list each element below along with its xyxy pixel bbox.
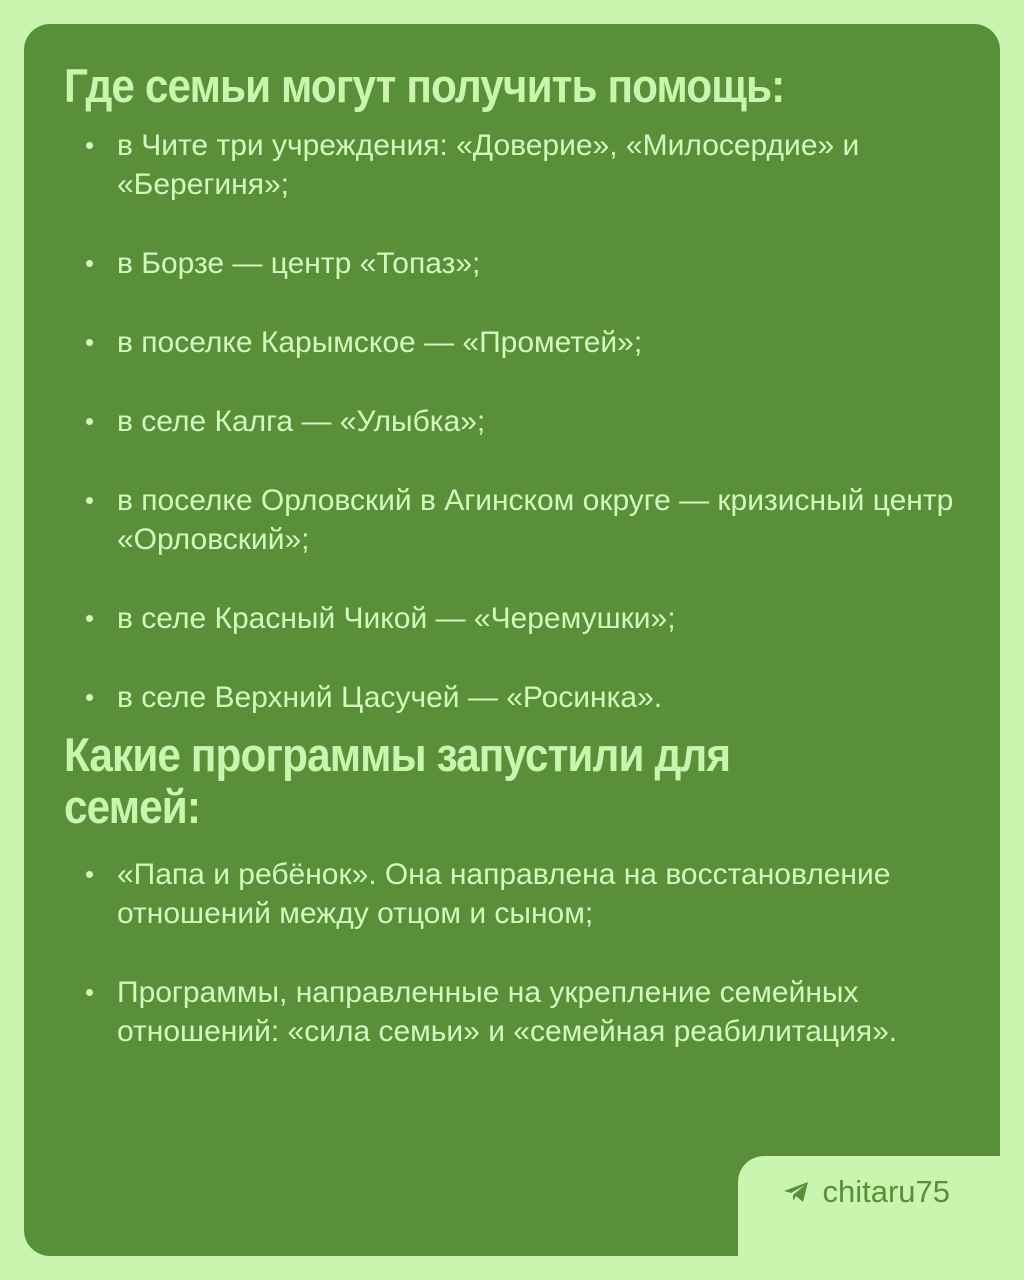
bullet-icon xyxy=(86,418,93,425)
list-item-text: в поселке Орловский в Агинском округе — кризисный центр «Орловский»; xyxy=(117,484,954,556)
section-title-help: Где семьи могут получить помощь: xyxy=(64,59,785,112)
list-item xyxy=(64,678,964,717)
channel-link[interactable] xyxy=(782,1174,950,1210)
list-item xyxy=(64,481,964,559)
list-item-text: Программы, направленные на укрепление семейных отношений: «сила семьи» и «семейная реабилитация». xyxy=(117,976,898,1048)
content-card xyxy=(24,24,1000,1256)
channel-name: chitaru75 xyxy=(822,1174,950,1209)
list-item-text: «Папа и ребёнок». Она направлена на восстановление отношений между отцом и сыном; xyxy=(117,858,891,930)
list-item-text: в селе Калга — «Улыбка»; xyxy=(117,405,486,438)
bullet-icon xyxy=(86,615,93,622)
list-item xyxy=(64,323,964,362)
list-item-text: в Борзе — центр «Топаз»; xyxy=(117,247,481,280)
places-list xyxy=(64,126,964,717)
list-item-text: в Чите три учреждения: «Доверие», «Милосердие» и «Берегиня»; xyxy=(117,129,860,201)
bullet-icon xyxy=(86,871,93,878)
list-item xyxy=(64,244,964,283)
bullet-icon xyxy=(86,989,93,996)
section-title-programs: Какие программы запустили для семей: xyxy=(64,728,731,833)
bullet-icon xyxy=(86,694,93,701)
bullet-icon xyxy=(86,142,93,149)
programs-list xyxy=(64,855,964,1051)
list-item xyxy=(64,855,964,933)
bullet-icon xyxy=(86,260,93,267)
list-item xyxy=(64,126,964,204)
bullet-icon xyxy=(86,497,93,504)
bullet-icon xyxy=(86,339,93,346)
telegram-icon xyxy=(782,1180,810,1204)
list-item xyxy=(64,599,964,638)
list-item-text: в селе Красный Чикой — «Черемушки»; xyxy=(117,602,676,635)
list-item-text: в поселке Карымское — «Прометей»; xyxy=(117,326,643,359)
list-item-text: в селе Верхний Цасучей — «Росинка». xyxy=(117,681,663,714)
list-item xyxy=(64,402,964,441)
card-content xyxy=(64,60,964,1051)
footer-notch xyxy=(738,1156,1000,1256)
list-item xyxy=(64,973,964,1051)
